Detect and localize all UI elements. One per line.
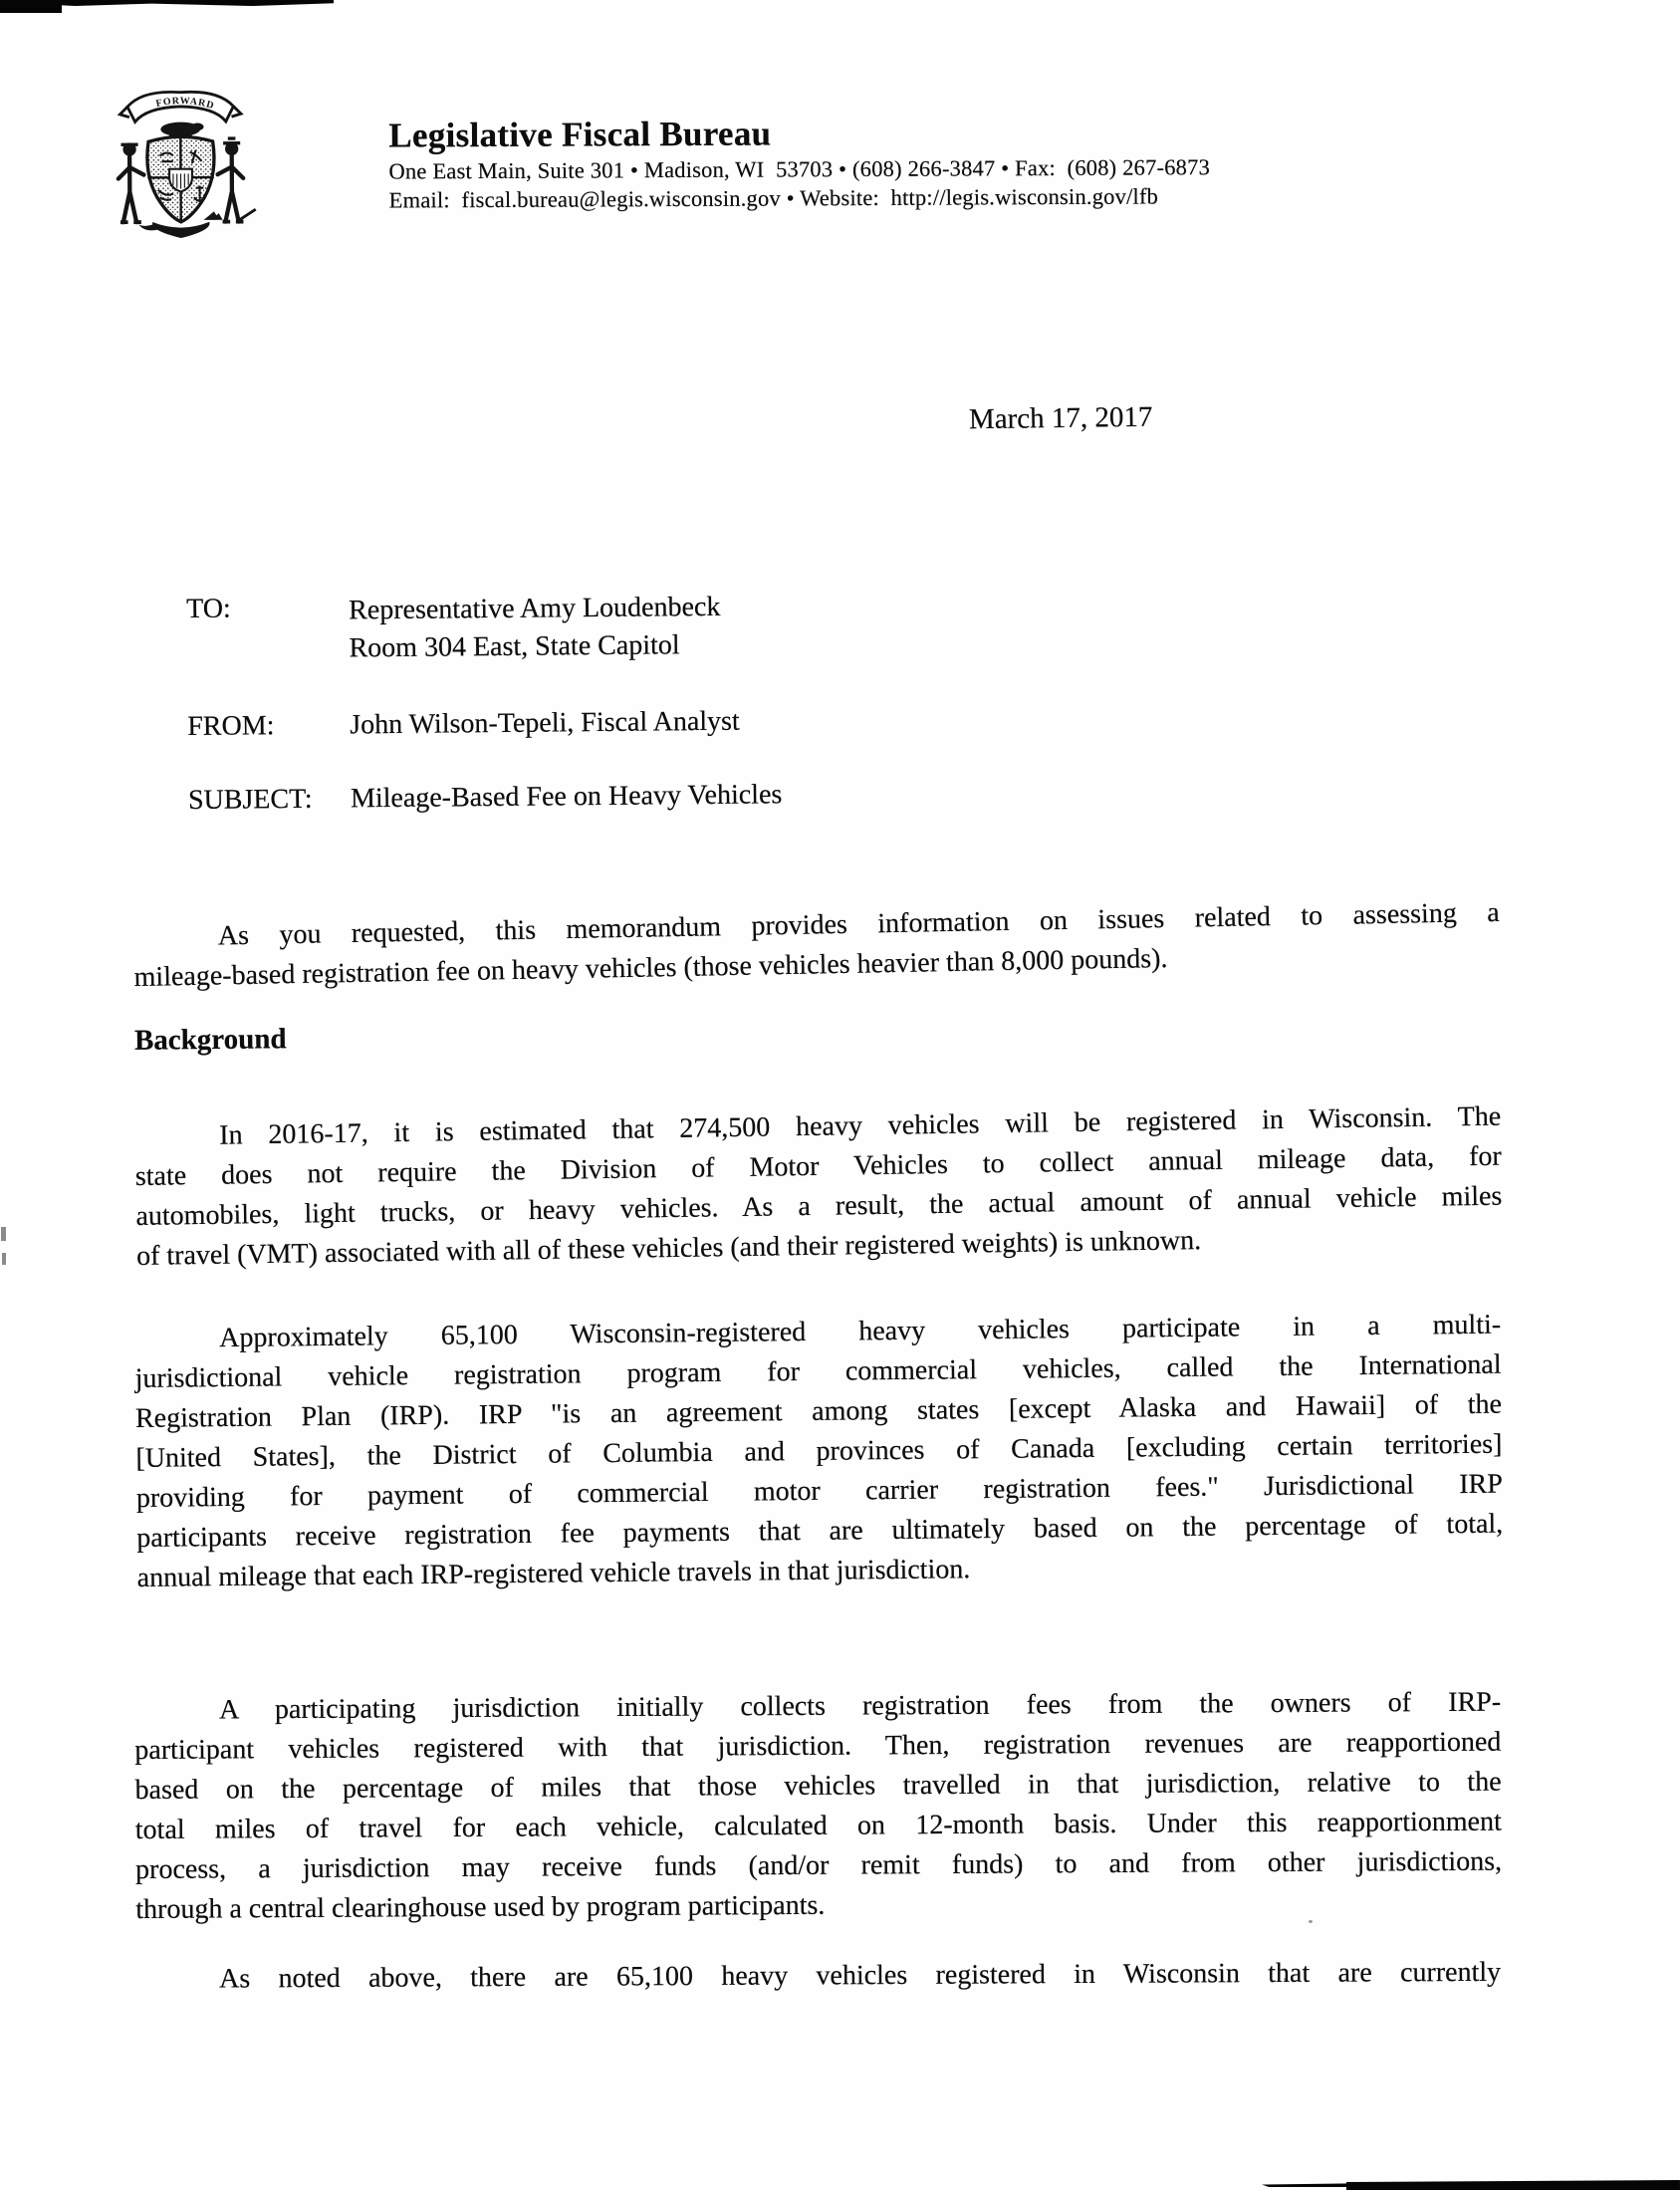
text-line: jurisdictional vehicle registration program for commercial vehicles, called the International bbox=[134, 1348, 1502, 1394]
from-label: FROM: bbox=[187, 710, 275, 742]
text-line: Registration Plan (IRP). IRP "is an agreement among states [except Alaska and Hawaii] of the bbox=[134, 1388, 1503, 1434]
text-line: automobiles, light trucks, or heavy vehicles. As a result, the actual amount of annual vehicle miles bbox=[135, 1180, 1503, 1232]
org-address: One East Main, Suite 301 • Madison, WI 53703 • (608) 266-3847 • Fax: (608) 267-6873 bbox=[388, 154, 1211, 184]
text-line: state does not require the Division of Motor Vehicles to collect annual mileage data, for bbox=[134, 1140, 1502, 1192]
background-paragraph-1 bbox=[134, 1097, 1503, 1277]
scan-artifact-bottom-bar bbox=[1346, 2180, 1680, 2190]
scan-artifact-tick bbox=[1, 1227, 6, 1241]
text-line: In 2016-17, it is estimated that 274,500 heavy vehicles will be registered in Wisconsin. The bbox=[219, 1100, 1502, 1151]
text-line: [United States], the District of Columbia and provinces of Canada [excluding certain territories] bbox=[135, 1428, 1503, 1474]
to-value bbox=[349, 584, 1183, 667]
to-label: TO: bbox=[186, 593, 231, 624]
memo-from-row bbox=[187, 701, 1183, 743]
background-paragraph-2 bbox=[134, 1306, 1504, 1598]
wisconsin-state-seal-icon bbox=[105, 77, 257, 245]
scan-artifact-bottom-bar bbox=[1262, 2183, 1381, 2187]
org-contact: Email: fiscal.bureau@legis.wisconsin.gov • Website: http://legis.wisconsin.gov/lfb bbox=[388, 183, 1159, 213]
memo-subject-row bbox=[188, 775, 1184, 817]
memo-to-row bbox=[186, 584, 1183, 669]
text-line: through a central clearinghouse used by program participants. bbox=[135, 1889, 826, 1925]
text-line: participant vehicles registered with that jurisdiction. Then, registration revenues are reapportioned bbox=[134, 1726, 1502, 1766]
text-line: As noted above, there are 65,100 heavy vehicles registered in Wisconsin that are currently bbox=[219, 1956, 1502, 1995]
text-line: process, a jurisdiction may receive funds (and/or remit funds) to and from other jurisdictions, bbox=[135, 1845, 1503, 1885]
memo-date: March 17, 2017 bbox=[968, 400, 1153, 436]
from-value: John Wilson-Tepeli, Fiscal Analyst bbox=[350, 705, 740, 741]
text-line: total miles of travel for each vehicle, calculated on 12-month basis. Under this reapportionment bbox=[134, 1806, 1502, 1845]
background-paragraph-4-partial bbox=[134, 1953, 1501, 2000]
text-line: Room 304 East, State Capitol bbox=[349, 629, 680, 664]
scan-artifact-top-bar bbox=[40, 0, 334, 6]
svg-text:FORWARD: FORWARD bbox=[154, 96, 216, 113]
section-heading: Background bbox=[133, 1023, 287, 1057]
intro-paragraph bbox=[133, 893, 1501, 998]
subject-label: SUBJECT: bbox=[187, 783, 313, 816]
text-line: A participating jurisdiction initially collects registration fees from the owners of IRP- bbox=[219, 1686, 1502, 1726]
text-line: As you requested, this memorandum provides information on issues related to assessing a bbox=[217, 896, 1500, 952]
text-line: based on the percentage of miles that those vehicles travelled in that jurisdiction, relative to the bbox=[134, 1766, 1502, 1806]
text-line: participants receive registration fee payments that are ultimately based on the percentage of total, bbox=[136, 1508, 1504, 1554]
subject-value: Mileage-Based Fee on Heavy Vehicles bbox=[350, 779, 783, 815]
scan-artifact-tick bbox=[2, 1253, 6, 1265]
background-paragraph-3 bbox=[134, 1683, 1502, 1930]
text-line: Representative Amy Loudenbeck bbox=[349, 591, 721, 626]
text-line: mileage-based registration fee on heavy vehicles (those vehicles heavier than 8,000 pounds). bbox=[133, 942, 1168, 994]
org-name: Legislative Fiscal Bureau bbox=[388, 114, 772, 155]
text-line: annual mileage that each IRP-registered vehicle travels in that jurisdiction. bbox=[136, 1554, 971, 1593]
memo-header bbox=[186, 584, 1184, 817]
text-line: providing for payment of commercial motor carrier registration fees." Jurisdictional IRP bbox=[135, 1468, 1503, 1514]
text-line: Approximately 65,100 Wisconsin-registered heavy vehicles participate in a multi- bbox=[219, 1309, 1502, 1354]
text-line: of travel (VMT) associated with all of these vehicles (and their registered weights) is unknown. bbox=[135, 1225, 1202, 1272]
